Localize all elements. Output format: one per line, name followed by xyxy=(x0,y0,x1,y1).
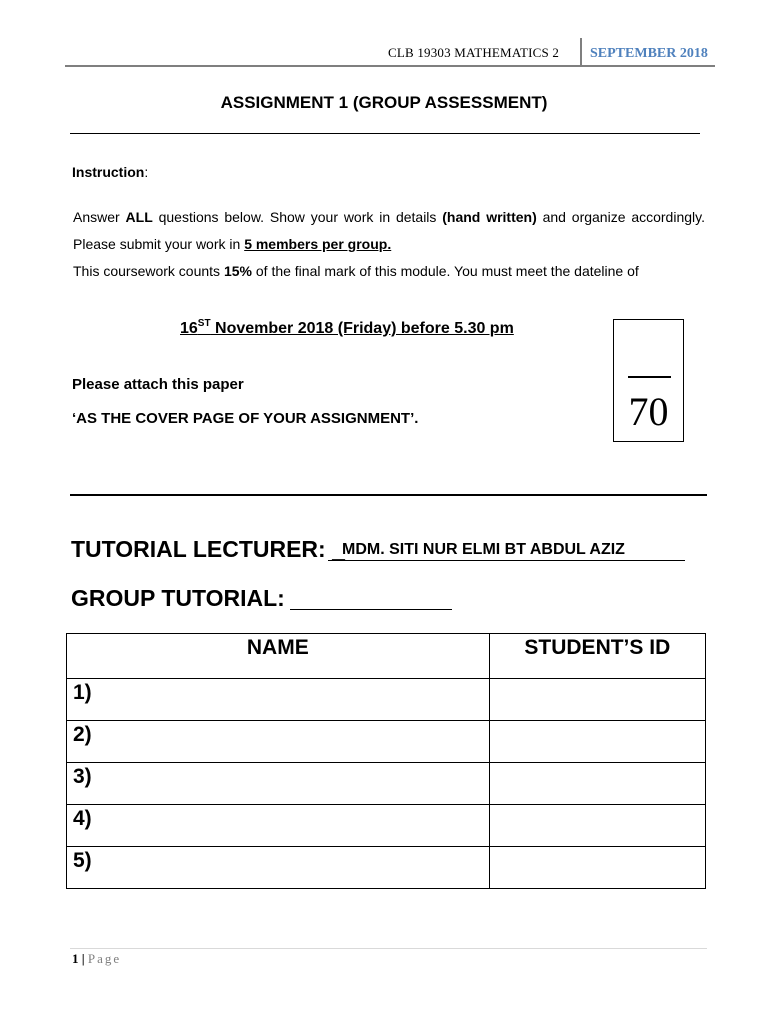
student-table xyxy=(66,633,706,889)
group-tutorial-label: GROUP TUTORIAL: xyxy=(71,585,285,611)
header-rule xyxy=(65,65,715,67)
page-number: 1 xyxy=(72,951,79,966)
student-id-cell xyxy=(489,763,705,805)
footer-rule xyxy=(70,948,707,949)
instruction-paragraph-2: This coursework counts 15% of the final mark of this module. You must meet the dateline of xyxy=(73,263,639,279)
instruction-paragraph-1: Answer ALL questions below. Show your work in details (hand written) and organize accordingly. Please submit your work in 5 members per group. xyxy=(73,209,705,252)
course-code: CLB 19303 MATHEMATICS 2 xyxy=(388,45,560,60)
page-word: Page xyxy=(87,951,122,966)
score-blank-line xyxy=(628,376,671,378)
student-id-cell xyxy=(489,805,705,847)
student-name-cell: 3) xyxy=(67,763,490,805)
group-tutorial-blank xyxy=(290,609,452,610)
student-id-cell xyxy=(489,847,705,889)
student-name-cell: 1) xyxy=(67,679,490,721)
student-name-cell: 2) xyxy=(67,721,490,763)
table-row xyxy=(67,763,706,805)
deadline: 16ST November 2018 (Friday) before 5.30 pm xyxy=(180,318,514,337)
student-name-cell: 4) xyxy=(67,805,490,847)
tutorial-lecturer-name: MDM. SITI NUR ELMI BT ABDUL AZIZ xyxy=(328,540,685,561)
table-header-row xyxy=(67,634,706,679)
page-footer: 1 | Page xyxy=(72,951,122,966)
semester-label: SEPTEMBER 2018 xyxy=(590,46,708,61)
score-box xyxy=(613,319,684,442)
section-rule xyxy=(70,494,707,496)
header-separator xyxy=(580,38,582,65)
table-row xyxy=(67,805,706,847)
title-rule xyxy=(70,133,700,134)
table-row xyxy=(67,847,706,889)
attach-note: Please attach this paper xyxy=(72,376,244,393)
instruction-label: Instruction: xyxy=(72,164,149,180)
name-column-header: NAME xyxy=(67,634,490,679)
cover-page-note: ‘AS THE COVER PAGE OF YOUR ASSIGNMENT’. xyxy=(72,410,419,427)
student-id-cell xyxy=(489,679,705,721)
table-row xyxy=(67,679,706,721)
student-id-cell xyxy=(489,721,705,763)
score-total: 70 xyxy=(628,389,669,434)
page-title: ASSIGNMENT 1 (GROUP ASSESSMENT) xyxy=(220,93,548,112)
student-id-column-header: STUDENT’S ID xyxy=(489,634,705,679)
table-row xyxy=(67,721,706,763)
student-name-cell: 5) xyxy=(67,847,490,889)
tutorial-lecturer-label: TUTORIAL LECTURER: _ xyxy=(71,536,345,562)
